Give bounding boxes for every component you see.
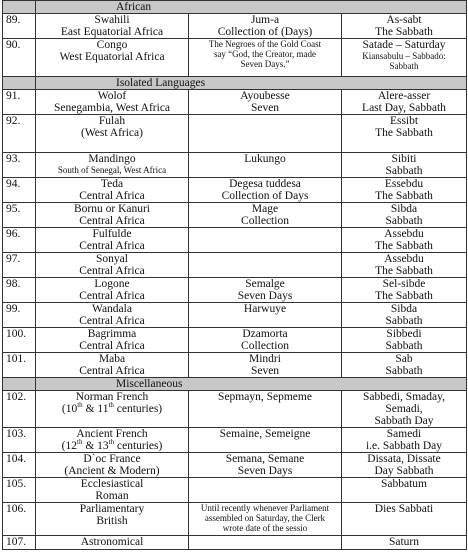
cell-line: Jum-a (250, 14, 280, 26)
cell-line: Ecclesiastical (80, 478, 144, 490)
row-number: 104. (3, 453, 36, 478)
cell-line: Wandala (92, 303, 132, 315)
cell-line: Norman French (75, 391, 149, 403)
cell-line: Sibda (390, 203, 418, 215)
section-label: Isolated Languages (36, 77, 467, 90)
language-cell (36, 391, 189, 428)
cell-line: Central Africa (79, 315, 145, 327)
table-row (3, 453, 467, 478)
section-number-cell (3, 77, 36, 90)
row-number: 107. (3, 536, 36, 550)
row-number: 89. (3, 14, 36, 39)
cell-line: Semaine, Semeigne (219, 428, 311, 440)
row-number: 90. (3, 39, 36, 77)
cell-line: Central Africa (79, 290, 145, 302)
cell-line: Ayoubesse (240, 90, 290, 102)
cell-line: Central Africa (79, 215, 145, 227)
week-name-cell (189, 39, 342, 77)
cell-line: Sibiti (391, 153, 417, 165)
cell-line: The Negroes of the Gold Coast (208, 39, 322, 49)
table-body (3, 1, 467, 550)
table-row (3, 115, 467, 153)
cell-line: Maba (98, 353, 126, 365)
week-name-cell (189, 353, 342, 378)
language-cell (36, 536, 189, 550)
cell-line: Fulfulde (92, 228, 132, 240)
row-number: 92. (3, 115, 36, 153)
cell-line: Mindri (249, 353, 281, 365)
language-cell (36, 253, 189, 278)
row-number: 105. (3, 478, 36, 503)
language-cell (36, 90, 189, 115)
cell-line: Sabbath (389, 61, 419, 71)
section-header-row (3, 77, 467, 90)
cell-line: Semalge (245, 278, 285, 290)
language-cell (36, 115, 189, 153)
cell-line: Seven Days (237, 290, 293, 302)
cell-line: Central Africa (79, 190, 145, 202)
cell-line: (West Africa) (81, 127, 143, 139)
language-cell (36, 14, 189, 39)
language-cell (36, 39, 189, 77)
cell-line: Assebdu (384, 228, 424, 240)
cell-line: D`oc France (83, 453, 141, 465)
cell-line: Degesa tuddesa (229, 178, 301, 190)
language-cell (36, 328, 189, 353)
cell-line: South of Senegal, West Africa (57, 165, 167, 175)
seventh-day-cell (342, 203, 467, 228)
cell-line: Saturn (388, 536, 420, 548)
week-name-cell (189, 478, 342, 503)
cell-line: Sabbatum (381, 478, 427, 490)
seventh-day-cell (342, 353, 467, 378)
cell-line: Seven (250, 102, 280, 114)
cell-line: Roman (95, 490, 129, 502)
row-number: 103. (3, 428, 36, 453)
cell-line: Central Africa (79, 265, 145, 277)
row-number: 100. (3, 328, 36, 353)
cell-line: Senegambia, West Africa (53, 102, 171, 114)
language-cell (36, 478, 189, 503)
seventh-day-cell (342, 39, 467, 77)
cell-line: Sonyal (96, 253, 128, 265)
week-name-cell (189, 536, 342, 550)
cell-line: Teda (100, 178, 124, 190)
cell-line: Sabbath (385, 315, 423, 327)
row-number: 94. (3, 178, 36, 203)
cell-line: The Sabbath (375, 127, 433, 139)
sabbath-names-table (2, 0, 467, 550)
section-header-row (3, 378, 467, 391)
row-number: 96. (3, 228, 36, 253)
cell-line: say “God, the Creator, made (213, 49, 317, 59)
cell-line: Seven Days (237, 465, 293, 477)
cell-line: Harwuye (243, 303, 287, 315)
cell-line: Central Africa (79, 240, 145, 252)
section-header-row (3, 1, 467, 14)
cell-line: Bornu or Kanuri (73, 203, 150, 215)
table-row (3, 353, 467, 378)
seventh-day-cell (342, 328, 467, 353)
section-label: Miscellaneous (36, 378, 467, 391)
cell-line: Congo (96, 39, 128, 51)
language-cell (36, 453, 189, 478)
week-name-cell (189, 328, 342, 353)
row-number: 97. (3, 253, 36, 278)
section-number-cell (3, 378, 36, 391)
table-row (3, 14, 467, 39)
cell-line: Samedi (386, 428, 422, 440)
cell-line: Swahili (94, 14, 130, 26)
section-label: African (36, 1, 467, 14)
cell-line: Alere-asser (377, 90, 431, 102)
week-name-cell (189, 503, 342, 536)
row-number: 101. (3, 353, 36, 378)
table-row (3, 503, 467, 536)
cell-line: Sepmayn, Sepmeme (218, 391, 312, 403)
seventh-day-cell (342, 90, 467, 115)
week-name-cell (189, 278, 342, 303)
table-row (3, 90, 467, 115)
language-cell (36, 303, 189, 328)
table-row (3, 178, 467, 203)
language-cell (36, 203, 189, 228)
cell-line: Parliamentary (79, 503, 145, 515)
cell-line: Sabbath (385, 340, 423, 352)
cell-line: Mage (251, 203, 279, 215)
seventh-day-cell (342, 478, 467, 503)
cell-line: Sabbath (385, 215, 423, 227)
cell-line: The Sabbath (375, 265, 433, 277)
language-cell (36, 178, 189, 203)
language-cell (36, 153, 189, 178)
table-row (3, 536, 467, 550)
cell-line: wrote date of the sessio (222, 523, 308, 533)
week-name-cell (189, 153, 342, 178)
table-row (3, 153, 467, 178)
week-name-cell (189, 228, 342, 253)
week-name-cell (189, 14, 342, 39)
cell-line: (Ancient & Modern) (64, 465, 160, 477)
row-number: 98. (3, 278, 36, 303)
cell-line: Sel-sibde (382, 278, 426, 290)
table-row (3, 39, 467, 77)
cell-line: Central Africa (79, 365, 145, 377)
cell-line: Day Sabbath (374, 465, 434, 477)
language-cell (36, 428, 189, 453)
language-cell (36, 503, 189, 536)
cell-line: Sabbedi, Smaday, Semadi, (363, 391, 445, 415)
cell-line: Collection (241, 340, 289, 352)
cell-line: i.e. Sabbath Day (365, 440, 442, 452)
seventh-day-cell (342, 303, 467, 328)
cell-line: Collection (241, 215, 289, 227)
seventh-day-cell (342, 391, 467, 428)
cell-line: Sabbath (385, 365, 423, 377)
cell-line: Logone (94, 278, 130, 290)
cell-line: (12th & 13th centuries) (61, 438, 163, 452)
seventh-day-cell (342, 253, 467, 278)
row-number: 99. (3, 303, 36, 328)
seventh-day-cell (342, 115, 467, 153)
cell-line: Lukungo (244, 153, 286, 165)
language-cell (36, 228, 189, 253)
cell-line: Bagrimma (87, 328, 137, 340)
cell-line: The Sabbath (375, 240, 433, 252)
seventh-day-cell (342, 153, 467, 178)
cell-line: Collection of Days (221, 190, 309, 202)
cell-line: Sibda (390, 303, 418, 315)
cell-line: (10th & 11th centuries) (61, 401, 163, 415)
language-cell (36, 278, 189, 303)
cell-line: West Equatorial Africa (59, 51, 165, 63)
seventh-day-cell (342, 428, 467, 453)
cell-line: Sabbath (385, 165, 423, 177)
cell-line: Mandingo (88, 153, 136, 165)
row-number: 91. (3, 90, 36, 115)
table-row (3, 228, 467, 253)
cell-line: Astronomical (80, 536, 144, 548)
cell-line: The Sabbath (375, 26, 433, 38)
cell-line: Seven Days.” (240, 59, 290, 69)
cell-line: Dies Sabbati (374, 503, 434, 515)
week-name-cell (189, 391, 342, 428)
week-name-cell (189, 303, 342, 328)
seventh-day-cell (342, 278, 467, 303)
table-row (3, 328, 467, 353)
cell-line: Last Day, Sabbath (362, 102, 446, 114)
cell-line: Essebdu (384, 178, 424, 190)
table-row (3, 428, 467, 453)
week-name-cell (189, 428, 342, 453)
cell-line: The Sabbath (375, 190, 433, 202)
row-number: 93. (3, 153, 36, 178)
cell-line: Until recently whenever Parliament (200, 503, 330, 513)
table-row (3, 278, 467, 303)
week-name-cell (189, 253, 342, 278)
cell-line: Fulah (98, 115, 126, 127)
week-name-cell (189, 203, 342, 228)
table-row (3, 303, 467, 328)
cell-line: Collection of (Days) (217, 26, 313, 38)
cell-line: Semana, Semane (225, 453, 305, 465)
cell-line: Satade – Saturday (362, 39, 446, 51)
cell-line: The Sabbath (375, 290, 433, 302)
seventh-day-cell (342, 178, 467, 203)
cell-line: Essibt (389, 115, 419, 127)
week-name-cell (189, 453, 342, 478)
week-name-cell (189, 115, 342, 153)
seventh-day-cell (342, 453, 467, 478)
table-row (3, 203, 467, 228)
row-number: 95. (3, 203, 36, 228)
cell-line: Seven (250, 365, 280, 377)
cell-line: Ancient French (76, 428, 148, 440)
cell-line: Sab (395, 353, 413, 365)
seventh-day-cell (342, 14, 467, 39)
row-number: 102. (3, 391, 36, 428)
seventh-day-cell (342, 503, 467, 536)
table-row (3, 478, 467, 503)
cell-line: Wolof (97, 90, 127, 102)
language-cell (36, 353, 189, 378)
cell-line: Sabbath Day (374, 415, 434, 427)
cell-line: British (96, 515, 128, 527)
week-name-cell (189, 178, 342, 203)
cell-line: Sibbedi (386, 328, 422, 340)
seventh-day-cell (342, 536, 467, 550)
cell-line: Central Africa (79, 340, 145, 352)
cell-line: assembled on Saturday, the Clerk (204, 513, 326, 523)
cell-line: East Equatorial Africa (60, 26, 164, 38)
cell-line: Dzamorta (242, 328, 288, 340)
cell-line: Kiansabulu – Sabbado: (362, 51, 446, 61)
section-number-cell (3, 1, 36, 14)
table-row (3, 253, 467, 278)
cell-line: As-sabt (386, 14, 422, 26)
table-row (3, 391, 467, 428)
row-number: 106. (3, 503, 36, 536)
week-name-cell (189, 90, 342, 115)
seventh-day-cell (342, 228, 467, 253)
cell-line: Assebdu (384, 253, 424, 265)
cell-line: Dissata, Dissate (367, 453, 441, 465)
